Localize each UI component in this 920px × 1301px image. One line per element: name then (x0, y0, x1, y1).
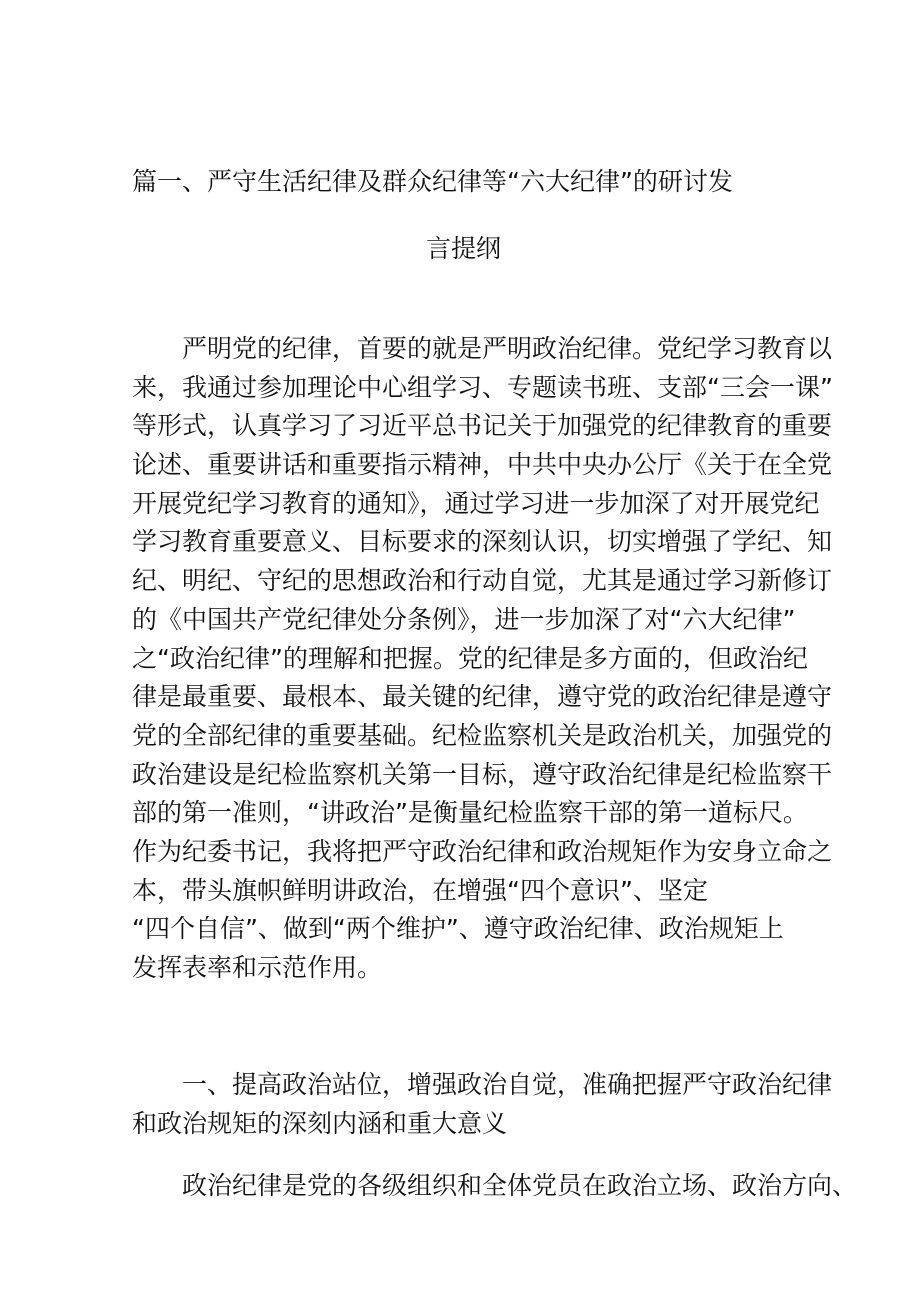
text-line: 一、提高政治站位，增强政治自觉，准确把握严守政治纪律 (182, 1070, 833, 1099)
text-line: 纪、明纪、守纪的思想政治和行动自觉，尤其是通过学习新修订 (132, 566, 833, 596)
text-line: 和政治规矩的深刻内涵和重大意义 (132, 1108, 508, 1138)
text-line: 之“政治纪律”的理解和把握。党的纪律是多方面的，但政治纪 (132, 643, 808, 673)
text-line: 党的全部纪律的重要基础。纪检监察机关是政治机关，加强党的 (132, 720, 833, 750)
text-line: 的《中国共产党纪律处分条例》，进一步加深了对“六大纪律” (132, 604, 796, 634)
text-line: 政治建设是纪检监察机关第一目标，遵守政治纪律是纪检监察干 (132, 759, 833, 789)
text-line: 严明党的纪律，首要的就是严明政治纪律。党纪学习教育以 (182, 334, 833, 363)
text-line: 论述、重要讲话和重要指示精神，中共中央办公厅《关于在全党 (132, 450, 833, 480)
text-line: 发挥表率和示范作用。 (132, 953, 383, 982)
text-line: 作为纪委书记，我将把严守政治纪律和政治规矩作为安身立命之 (132, 836, 833, 866)
text-line: 部的第一准则，“讲政治”是衡量纪检监察干部的第一道标尺。 (132, 798, 808, 828)
text-line: 本，带头旗帜鲜明讲政治，在增强“四个意识”、坚定 (132, 875, 708, 905)
text-line: 政治纪律是党的各级组织和全体党员在政治立场、政治方向、 (182, 1171, 858, 1200)
text-line: 等形式，认真学习了习近平总书记关于加强党的纪律教育的重要 (132, 411, 833, 441)
text-line: 学习教育重要意义、目标要求的深刻认识，切实增强了学纪、知 (132, 527, 833, 557)
text-line: 来，我通过参加理论中心组学习、专题读书班、支部“三会一课” (132, 372, 833, 402)
paragraph-intro (132, 330, 833, 988)
document-title-line-2: 言提纲 (426, 234, 502, 263)
text-line: “四个自信”、做到“两个维护”、遵守政治纪律、政治规矩上 (132, 914, 784, 944)
text-line: 律是最重要、最根本、最关键的纪律，遵守党的政治纪律是遵守 (132, 682, 833, 712)
document-title-line-1: 篇一、严守生活纪律及群众纪律等“六大纪律”的研讨发 (132, 167, 733, 196)
paragraph-political-discipline (132, 1167, 858, 1206)
section-heading-1 (132, 1066, 833, 1143)
text-line: 开展党纪学习教育的通知》，通过学习进一步加深了对开展党纪 (132, 488, 820, 518)
